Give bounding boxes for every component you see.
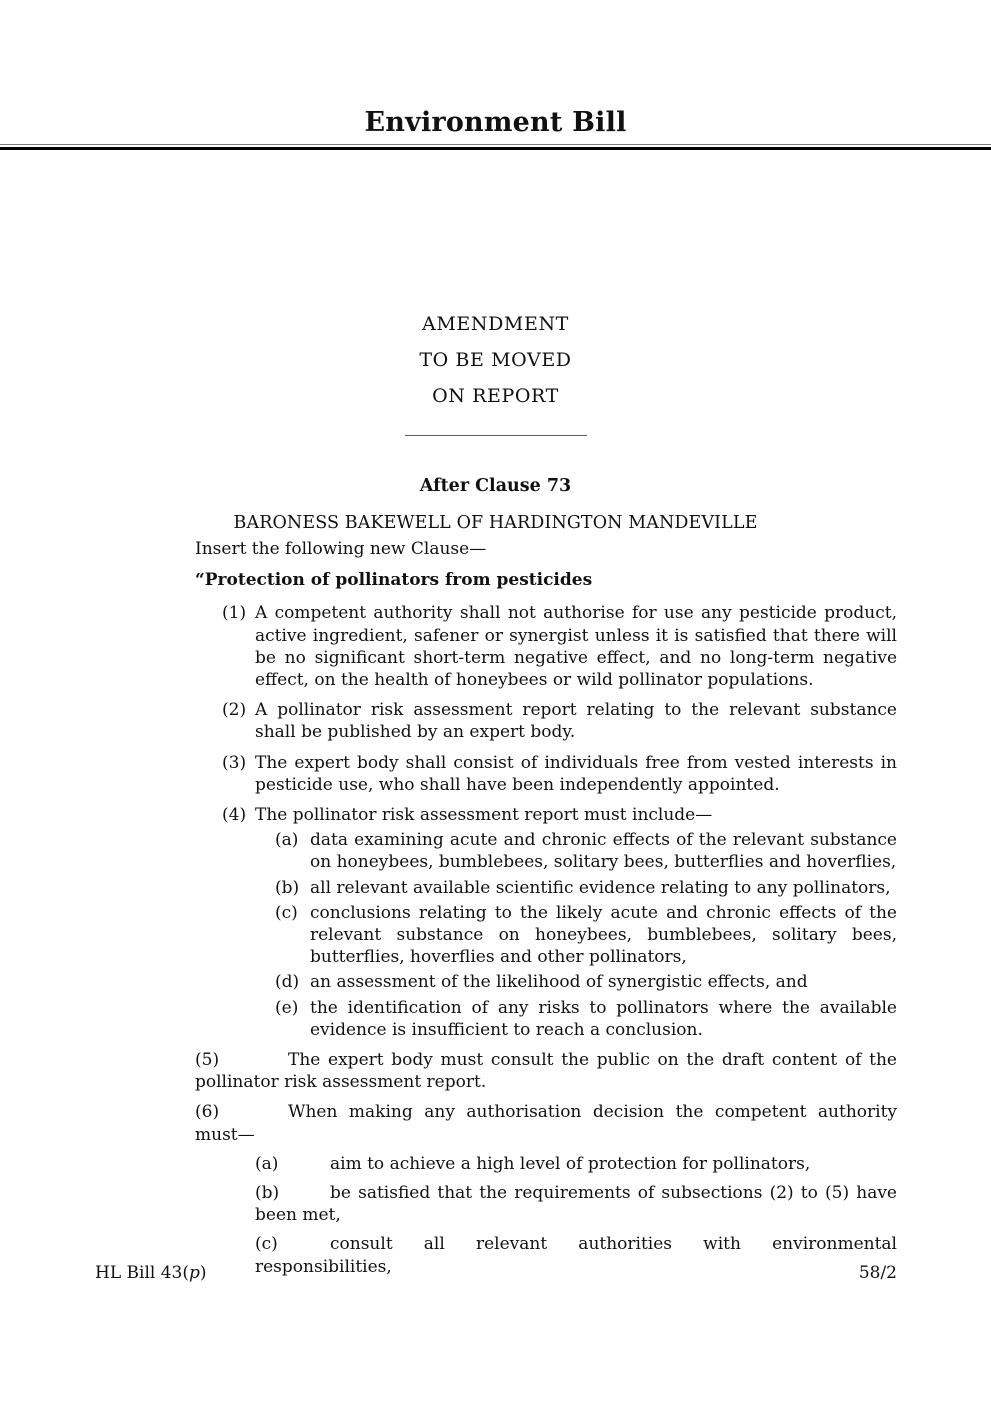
page-footer: [95, 1262, 897, 1284]
subsection-4-item-e: [275, 997, 897, 1041]
subsection-5: [195, 1049, 897, 1093]
title-divider: [0, 144, 991, 150]
instruction-text: Insert the following new Clause—: [195, 539, 487, 559]
notice-line-2: TO BE MOVED: [419, 349, 572, 371]
subsection-4-text: The pollinator risk assessment report must include—: [255, 805, 713, 826]
document-title: Environment Bill: [364, 107, 627, 138]
mover-name: BARONESS BAKEWELL OF HARDINGTON MANDEVILLE: [233, 513, 758, 533]
section-heading: After Clause 73: [419, 476, 572, 496]
subsection-4-item-b: [275, 877, 897, 899]
section-divider: [405, 435, 587, 436]
subsection-1: [222, 602, 897, 691]
subsection-4-item-d: [275, 971, 897, 993]
item-b-number: (b): [275, 877, 300, 898]
item-d-text: an assessment of the likelihood of synergistic effects, and: [310, 972, 808, 993]
subsection-6-item-a: [255, 1153, 897, 1175]
subsection-1-text: A competent authority shall not authorise for use any pesticide product, active ingredient, safener or synergist unless it is satisfied that there will be no significant short-term negative effect, and no long-term negative effect, on the health of honeybees or wild pollinator populations.: [255, 603, 897, 691]
bill-ref-italic-p: p: [189, 1263, 200, 1283]
subsection-4-item-c: [275, 902, 897, 969]
item-b-text: all relevant available scientific evidence relating to any pollinators,: [310, 877, 891, 898]
item-c-number: (c): [275, 902, 298, 923]
subsection-2-text: A pollinator risk assessment report relating to the relevant substance shall be published by an expert body.: [255, 700, 897, 743]
amendment-notice: [0, 306, 991, 414]
subsection-4-number: (4): [222, 805, 247, 826]
subsection-3: [222, 752, 897, 796]
subsection-6-number: (6): [195, 1102, 220, 1123]
subsection-4: [222, 804, 897, 826]
bill-ref-prefix: HL Bill 43(: [95, 1263, 189, 1283]
item-c-text: conclusions relating to the likely acute and chronic effects of the relevant substance on honeybees, bumblebees, solitary bees, butterflies, hoverflies and other pollinators,: [310, 902, 897, 968]
subsection-1-number: (1): [222, 603, 247, 624]
bill-ref-suffix: ): [199, 1263, 207, 1283]
item-6b-number: (b): [255, 1183, 280, 1204]
item-6c-text: consult all relevant authorities with environmental responsibilities,: [255, 1234, 897, 1277]
item-d-number: (d): [275, 972, 300, 993]
subsection-3-number: (3): [222, 752, 247, 773]
subsection-2-number: (2): [222, 700, 247, 721]
item-a-text: data examining acute and chronic effects of the relevant substance on honeybees, bumblebees, solitary bees, butterflies and hoverflies,: [310, 830, 897, 873]
amendment-number: 58/2: [858, 1263, 897, 1283]
notice-line-1: AMENDMENT: [422, 313, 569, 335]
item-6a-number: (a): [255, 1153, 279, 1174]
subsection-6: [195, 1101, 897, 1145]
item-a-number: (a): [275, 830, 299, 851]
subsection-3-text: The expert body shall consist of individuals free from vested interests in pesticide use, who shall have been independently appointed.: [255, 752, 897, 795]
notice-line-3: ON REPORT: [432, 385, 559, 407]
new-clause-title: “Protection of pollinators from pesticides: [195, 570, 593, 591]
subsection-5-number: (5): [195, 1050, 220, 1071]
item-6a-text: aim to achieve a high level of protection for pollinators,: [330, 1153, 811, 1174]
item-6c-number: (c): [255, 1234, 278, 1255]
item-6b-text: be satisfied that the requirements of subsections (2) to (5) have been met,: [255, 1183, 897, 1226]
bill-reference: [95, 1262, 207, 1284]
subsection-5-text: The expert body must consult the public on the draft content of the pollinator risk assessment report.: [195, 1050, 897, 1093]
subsection-6-text: When making any authorisation decision the competent authority must—: [195, 1102, 897, 1145]
subsection-6-item-b: [255, 1182, 897, 1226]
subsection-4-item-a: [275, 829, 897, 873]
subsection-2: [222, 699, 897, 743]
amendment-body: [95, 538, 897, 1278]
item-e-number: (e): [275, 997, 299, 1018]
item-e-text: the identification of any risks to pollinators where the available evidence is insufficient to reach a conclusion.: [310, 997, 897, 1040]
